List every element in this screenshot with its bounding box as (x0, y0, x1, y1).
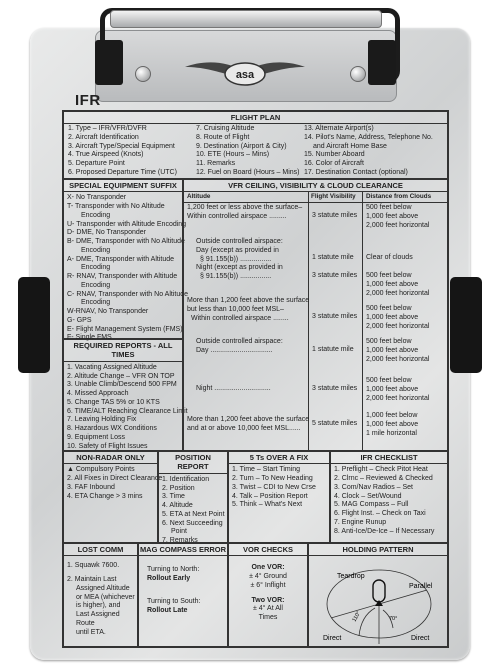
altitude-text: Outside controlled airspace: (196, 238, 283, 245)
list-item: 1. Preflight – Check Pitot Heat (334, 466, 428, 474)
column-header: Distance from Clouds (366, 193, 432, 200)
distance-text: 500 feet below (366, 204, 412, 211)
list-item: 9. Equipment Loss (67, 433, 125, 441)
altitude-text: but less than 10,000 feet MSL– (187, 305, 284, 313)
list-item: Encoding (81, 264, 111, 272)
list-item: 17. Destination Contact (optional) (304, 168, 408, 176)
distance-text: 1,000 feet below (366, 412, 418, 419)
vor-text: ± 4° Ground (249, 573, 287, 581)
list-item: G- GPS (67, 316, 92, 324)
direct-right-label: Direct (411, 635, 430, 643)
ifr-reference-card (62, 110, 449, 648)
lost-comm-section (63, 543, 138, 647)
list-item: and Aircraft Home Base (313, 142, 387, 150)
distance-text: 500 feet below (366, 305, 412, 312)
altitude-text: Outside controlled airspace: (196, 338, 283, 345)
distance-text: 2,000 feet horizontal (366, 221, 430, 229)
altitude-text: Within controlled airspace ........ (191, 314, 289, 322)
distance-text: 2,000 feet horizontal (366, 394, 430, 402)
list-item: W-RNAV, No Transponder (67, 308, 149, 316)
list-item: is higher), and (76, 602, 121, 610)
altitude-text: Night (except as provided in (196, 264, 283, 271)
distance-text: 500 feet below (366, 272, 412, 279)
vor-text: Times (258, 614, 278, 622)
list-item: Encoding (81, 281, 111, 289)
distance-text: Clear of clouds (366, 254, 413, 261)
list-item: 5. MAG Compass – Full (334, 501, 409, 509)
list-item: 8. Hazardous WX Conditions (67, 425, 157, 432)
altitude-text: More than 1,200 feet above the surface (187, 297, 310, 304)
position-report-header: POSITION REPORT (159, 452, 227, 474)
rivet-right (350, 66, 366, 82)
mag-compass-section (138, 543, 228, 647)
list-item: 11. Remarks (196, 160, 236, 167)
distance-text: 500 feet below (366, 377, 412, 384)
flight-plan-header: FLIGHT PLAN (64, 112, 447, 124)
list-item: 4. Talk – Position Report (232, 492, 308, 500)
list-item: Assigned Altitude (76, 584, 130, 592)
list-item: 13. Alternate Airport(s) (304, 125, 374, 132)
distance-text: 500 feet below (366, 338, 412, 345)
asa-wings-logo (185, 55, 305, 89)
column-header: Altitude (187, 193, 211, 200)
altitude-text: More than 1,200 feet above the surface (187, 416, 310, 423)
non-radar-header: NON-RADAR ONLY (64, 452, 157, 464)
altitude-text: Night ............................. (196, 385, 271, 392)
vor-checks-section (228, 543, 308, 647)
list-item: 3. Time (162, 493, 185, 501)
visibility-text: 3 statute miles (312, 212, 358, 219)
list-item: Route (76, 619, 95, 627)
list-item: 4. Altitude (162, 502, 193, 509)
altitude-text: § 91.155(b)) ................ (200, 272, 272, 280)
list-item: 2. Aircraft Identification (68, 133, 139, 141)
direct-left-label: Direct (323, 635, 342, 643)
compass-text: Turning to South: (147, 597, 201, 605)
special-equipment-header: SPECIAL EQUIPMENT SUFFIX (64, 180, 182, 192)
list-item: 7. Remarks (162, 537, 198, 544)
list-item: 8. Anti-Ice/De-Ice – If Necessary (334, 527, 435, 535)
visibility-text: 1 statute mile (312, 346, 354, 353)
altitude-text: Within controlled airspace ......... (187, 212, 287, 220)
list-item: 10. Safety of Flight Issues (67, 442, 148, 450)
list-item: X- No Transponder (67, 194, 127, 202)
list-item: 10. ETE (Hours – Mins) (196, 151, 270, 159)
list-item: 16. Color of Aircraft (304, 160, 364, 167)
list-item: 3. Twist – CDI to New Crse (232, 483, 316, 491)
altitude-text: 1,200 feet or less above the surface– (187, 204, 303, 211)
vfr-clearance-section (183, 179, 448, 451)
list-item: Encoding (81, 211, 111, 219)
list-item: 6. Next Succeeding (162, 519, 223, 527)
page-title: IFR (75, 92, 101, 109)
required-reports-list (64, 362, 188, 454)
flight-plan-col2 (196, 125, 300, 178)
vfr-clearance-header: VFR CEILING, VISIBILITY & CLOUD CLEARANCE (184, 180, 447, 192)
list-item: Point (171, 528, 187, 536)
vor-checks-header: VOR CHECKS (229, 544, 307, 556)
distance-text: 2,000 feet horizontal (366, 355, 430, 363)
list-item: Last Assigned (76, 611, 120, 619)
list-item: 3. FAF Inbound (67, 483, 115, 491)
compass-text: Rollout Late (147, 606, 188, 614)
altitude-text: Day ................................ (196, 346, 273, 354)
list-item: 8. Route of Flight (196, 133, 250, 141)
list-item: 4. Missed Approach (67, 390, 129, 397)
list-item: 2. Clrnc – Reviewed & Checked (334, 475, 433, 483)
distance-text: 1 mile horizontal (366, 429, 417, 437)
altitude-text: Day (except as provided in (196, 246, 279, 254)
elastic-band-left[interactable] (18, 277, 50, 373)
list-item: 1. Squawk 7600. (67, 562, 120, 570)
vor-text: ± 6° Inflight (250, 581, 286, 589)
column-header: Flight Visibility (311, 193, 356, 200)
list-item: 4. True Airspeed (Knots) (68, 151, 144, 159)
list-item: A- DME, Transponder with Altitude (67, 255, 174, 263)
list-item: C- RNAV, Transponder with No Altitude (67, 290, 189, 298)
list-item: 2. Maintain Last (67, 576, 117, 584)
list-item: Encoding (81, 299, 111, 307)
distance-text: 1,000 feet above (366, 280, 419, 288)
distance-text: 1,000 feet above (366, 346, 419, 354)
list-item: 1. Time – Start Timing (232, 466, 301, 474)
list-item: 5. Think – What's Next (232, 501, 303, 509)
list-item: 5. Change TAS 5% or 10 KTS (67, 398, 160, 406)
clip-hinge-left (95, 40, 123, 85)
divider (362, 192, 363, 450)
angle-70-label: 70° (389, 616, 398, 623)
list-item: 2. Altitude Change – VFR ON TOP (67, 372, 175, 380)
teardrop-label: Teardrop (337, 573, 365, 581)
visibility-text: 3 statute miles (312, 385, 358, 392)
list-item: or MEA (whichever (76, 593, 135, 601)
special-equipment-list (64, 192, 189, 345)
list-item: 5. Departure Point (68, 160, 125, 167)
list-item: 1. Vacating Assigned Altitude (67, 363, 157, 371)
list-item: 3. Com/Nav Radios – Set (334, 483, 413, 491)
compass-text: Rollout Early (147, 575, 191, 583)
list-item: 7. Cruising Altitude (196, 125, 255, 132)
mag-compass-header: MAG COMPASS ERROR (139, 544, 227, 556)
list-item: 4. ETA Change > 3 mins (67, 492, 143, 500)
clip-hinge-right (368, 40, 396, 85)
list-item: 1. Type – IFR/VFR/DVFR (68, 125, 147, 132)
list-item: 7. Leaving Holding Fix (67, 416, 137, 424)
list-item: Encoding (81, 246, 111, 254)
flight-plan-col3 (304, 125, 433, 178)
distance-text: 1,000 feet above (366, 420, 419, 428)
racetrack-icon (373, 580, 385, 602)
list-item: 14. Pilot's Name, Address, Telephone No. (304, 133, 433, 141)
altitude-text: and at or above 10,000 feet MSL...... (187, 424, 301, 432)
distance-text: 1,000 feet above (366, 313, 419, 321)
parallel-label: Parallel (409, 583, 433, 591)
distance-text: 2,000 feet horizontal (366, 289, 430, 297)
altitude-text: § 91.155(b)) ................ (200, 255, 272, 263)
list-item: 2. All Fixes in Direct Clearance (67, 475, 163, 483)
distance-text: 1,000 feet above (366, 385, 419, 393)
distance-text: 2,000 feet horizontal (366, 322, 430, 330)
list-item: 1. Identification (162, 475, 210, 483)
list-item: 12. Fuel on Board (Hours – Mins) (196, 168, 300, 176)
vor-text: One VOR: (251, 564, 285, 572)
angle-110-label: 110° (351, 610, 363, 624)
position-report-section (158, 451, 228, 543)
list-item: E- Flight Management System (FMS) (67, 325, 183, 333)
list-item: 6. Flight Inst. – Check on Taxi (334, 510, 426, 518)
visibility-text: 3 statute miles (312, 272, 358, 279)
list-item: 2. Position (162, 484, 195, 492)
required-reports-section (63, 339, 188, 451)
list-item: until ETA. (76, 628, 106, 636)
arc-icon (359, 608, 375, 636)
five-ts-section (228, 451, 330, 543)
vor-text: Two VOR: (251, 596, 285, 604)
list-item: ▲ Compulsory Points (67, 466, 135, 474)
ifr-checklist-section (330, 451, 448, 543)
five-ts-header: 5 Ts OVER A FIX (229, 452, 329, 464)
rivet-left (135, 66, 151, 82)
visibility-text: 3 statute miles (312, 313, 358, 320)
visibility-text: 1 statute mile (312, 254, 354, 261)
compass-text: Turning to North: (147, 566, 200, 574)
list-item: 7. Engine Runup (334, 518, 387, 526)
vfr-column-headers (184, 192, 447, 203)
list-item: 6. TIME/ALT Reaching Clearance Limit (67, 407, 188, 415)
holding-pattern-section (308, 543, 448, 647)
flight-plan-section (63, 111, 448, 179)
list-item: U- Transponder with Altitude Encoding (67, 220, 187, 228)
lost-comm-header: LOST COMM (64, 544, 137, 556)
list-item: 4. Clock – Set/Wound (334, 492, 402, 500)
distance-text: 1,000 feet above (366, 212, 419, 220)
list-item: B- DME, Transponder with No Altitude (67, 238, 185, 246)
list-item: 5. ETA at Next Point (162, 510, 225, 518)
list-item: D- DME, No Transponder (67, 229, 146, 237)
list-item: R- RNAV, Transponder with Altitude (67, 273, 178, 281)
list-item: F- Single FMS (67, 334, 112, 342)
vor-text: ± 4° At All (253, 605, 283, 613)
list-item: 3. Unable Climb/Descend 500 FPM (67, 381, 177, 389)
non-radar-section (63, 451, 163, 543)
list-item: T- Transponder with No Altitude (67, 203, 165, 211)
required-reports-header: REQUIRED REPORTS - ALL TIMES (64, 340, 182, 362)
holding-pattern-diagram (309, 556, 447, 646)
elastic-band-right[interactable] (450, 277, 482, 373)
logo-text: asa (235, 69, 255, 81)
list-item: 6. Proposed Departure Time (UTC) (68, 168, 177, 176)
list-item: 3. Aircraft Type/Special Equipment (68, 142, 175, 150)
special-equipment-section (63, 179, 189, 342)
list-item: 9. Destination (Airport & City) (196, 142, 287, 150)
flight-plan-col1 (68, 125, 177, 178)
holding-pattern-header: HOLDING PATTERN (309, 544, 447, 556)
ifr-checklist-header: IFR CHECKLIST (331, 452, 447, 464)
list-item: 2. Turn – To New Heading (232, 475, 313, 483)
visibility-text: 5 statute miles (312, 420, 358, 427)
clip-bar[interactable] (110, 10, 382, 28)
list-item: 15. Number Aboard (304, 151, 365, 159)
